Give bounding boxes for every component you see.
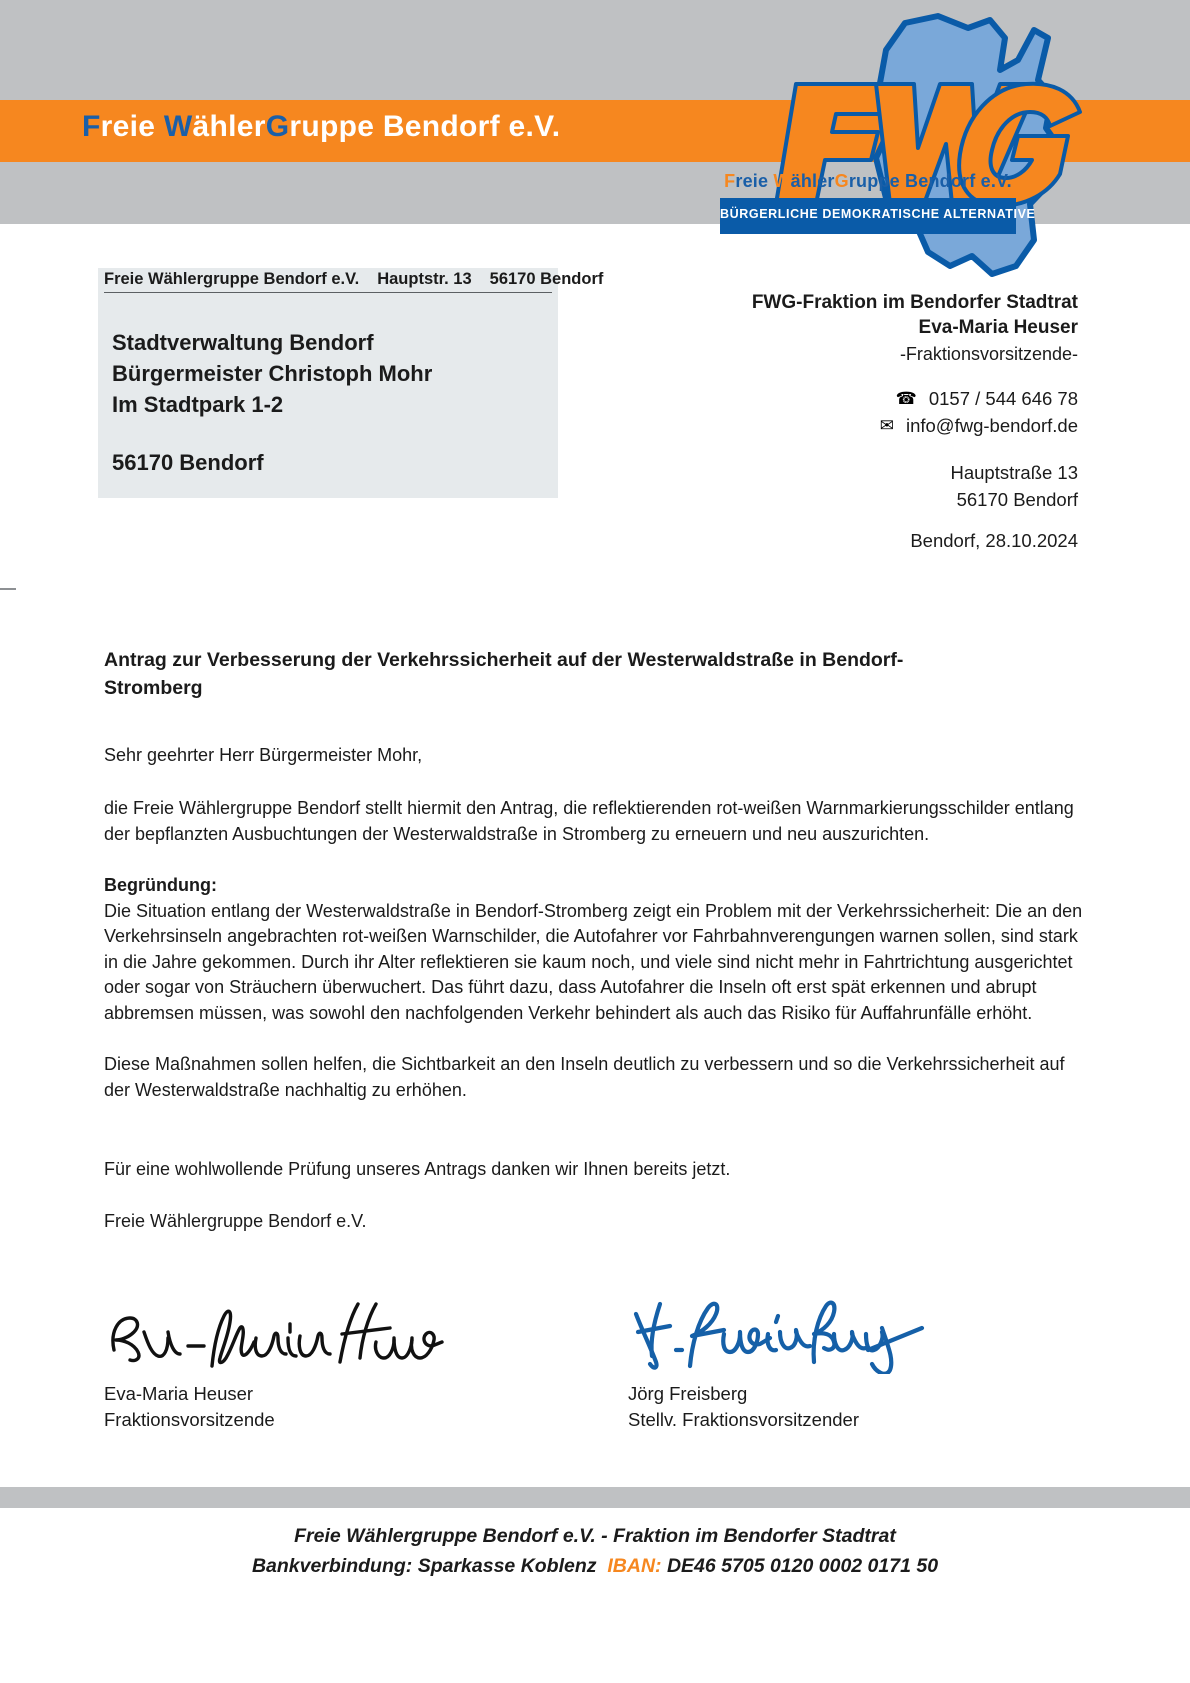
logo-subtitle-rest: ruppe Bendorf e.V. — [848, 171, 1012, 191]
addressee-line-2: Bürgermeister Christoph Mohr — [112, 361, 433, 386]
header-title-f: F — [82, 110, 101, 143]
letter-measures-paragraph: Diese Maßnahmen sollen helfen, die Sichtbarkeit an den Inseln deutlich zu verbessern und so die Verkehrssicherheit auf der Westerwaldstraße nachhaltig zu erhöhen. — [104, 1054, 1065, 1100]
logo-artwork — [700, 8, 1100, 278]
logo-subtitle-aehler: ähler — [790, 171, 835, 191]
contact-email[interactable]: info@fwg-bendorf.de — [905, 415, 1078, 436]
fwg-logo — [700, 8, 1100, 278]
sender-return-line — [104, 270, 604, 293]
signature-role-right: Stellv. Fraktionsvorsitzender — [628, 1409, 859, 1430]
letter-subject: Antrag zur Verbesserung der Verkehrssicherheit auf der Westerwaldstraße in Bendorf-Stromberg — [104, 649, 904, 699]
logo-tagline: BÜRGERLICHE DEMOKRATISCHE ALTERNATIVE — [720, 207, 1036, 221]
signature-joerg-freisberg — [628, 1288, 928, 1374]
letter-reason-paragraph: Die Situation entlang der Westerwaldstraße in Bendorf-Stromberg zeigt ein Problem mit der Verkehrssicherheit: Die an den Verkehrsinseln angebrachten rot-weißen Warnschilder, die Autofahrer vor Fahrbahnverengungen warnen sollen, sind stark in die Jahre gekommen. Durch ihr Alter reflektieren sie kaum noch, und viele sind nicht mehr in Fahrtrichtung ausgerichtet oder sogar von Sträuchern überwuchert. Das führt dazu, dass Autofahrer die Inseln oft erst spät erkennen und abrupt abbremsen müssen, was sowohl den nachfolgenden Verkehr behindert als auch das Risiko für Auffahrunfälle erhöht. — [104, 900, 1083, 1023]
addressee-line-3: Im Stadtpark 1-2 — [112, 392, 284, 417]
signature-eva-maria-heuser — [104, 1288, 444, 1374]
logo-subtitle-g: G — [834, 171, 849, 191]
page-edge-mark — [0, 588, 16, 590]
letter-thanks-paragraph: Für eine wohlwollende Prüfung unseres Antrags danken wir Ihnen bereits jetzt. — [104, 1159, 731, 1179]
header-title-reie: reie — [100, 110, 164, 143]
sender-city: 56170 Bendorf — [489, 270, 604, 288]
letter-reason-heading: Begründung: — [104, 875, 217, 895]
footer-line-1: Freie Wählergruppe Bendorf e.V. - Fraktion im Bendorfer Stadtrat — [294, 1525, 896, 1547]
logo-subtitle — [708, 171, 1028, 192]
letter-date: Bendorf, 28.10.2024 — [910, 530, 1078, 551]
addressee-line-1: Stadtverwaltung Bendorf — [112, 330, 374, 355]
header-title-rest: ruppe Bendorf e.V. — [289, 110, 561, 143]
logo-subtitle-f: F — [724, 171, 736, 191]
logo-subtitle-reie: reie — [735, 171, 774, 191]
signature-block-right — [628, 1288, 928, 1433]
letter-intro-paragraph: die Freie Wählergruppe Bendorf stellt hiermit den Antrag, die reflektierenden rot-weißen Warnmarkierungsschilder entlang der bepflanzten Ausbuchtungen der Westerwaldstraße in Stromberg zu erneuern und neu auszurichten. — [104, 798, 1074, 844]
telephone-icon: ☎ — [895, 389, 917, 408]
signature-block-left — [104, 1288, 444, 1433]
signature-area — [104, 1288, 1094, 1448]
contact-address — [752, 459, 1078, 513]
contact-role: -Fraktionsvorsitzende- — [899, 344, 1078, 364]
contact-channels — [752, 385, 1078, 439]
sender-org: Freie Wählergruppe Bendorf e.V. — [104, 270, 360, 288]
signature-role-left: Fraktionsvorsitzende — [104, 1409, 275, 1430]
logo-subtitle-w: W — [773, 171, 791, 191]
contact-city: 56170 Bendorf — [956, 489, 1078, 510]
addressee-city: 56170 Bendorf — [112, 450, 264, 475]
contact-block — [752, 290, 1078, 513]
letter-closing: Freie Wählergruppe Bendorf e.V. — [104, 1210, 367, 1231]
header-title — [82, 110, 560, 144]
contact-street: Hauptstraße 13 — [950, 462, 1078, 483]
letter-salutation: Sehr geehrter Herr Bürgermeister Mohr, — [104, 745, 423, 765]
addressee-block — [112, 327, 432, 420]
iban-label: IBAN: — [607, 1555, 662, 1577]
contact-email-row — [752, 412, 1078, 439]
contact-phone: 0157 / 544 646 78 — [928, 388, 1078, 409]
envelope-icon: ✉ — [879, 416, 894, 435]
footer-line-2 — [0, 1555, 1190, 1578]
header-title-g: G — [265, 110, 290, 143]
sender-street: Hauptstr. 13 — [377, 270, 472, 288]
header-title-w: W — [163, 110, 193, 143]
letter-body — [104, 646, 1094, 1234]
header-title-aehler: ähler — [192, 110, 266, 143]
contact-fraction: FWG-Fraktion im Bendorfer Stadtrat — [751, 292, 1078, 313]
contact-phone-row — [752, 385, 1078, 412]
signature-name-right: Jörg Freisberg — [628, 1383, 748, 1404]
signature-name-left: Eva-Maria Heuser — [104, 1383, 254, 1404]
footer-bank: Bankverbindung: Sparkasse Koblenz — [251, 1555, 597, 1577]
contact-name: Eva-Maria Heuser — [918, 317, 1078, 338]
iban-number: DE46 5705 0120 0002 0171 50 — [666, 1555, 939, 1577]
